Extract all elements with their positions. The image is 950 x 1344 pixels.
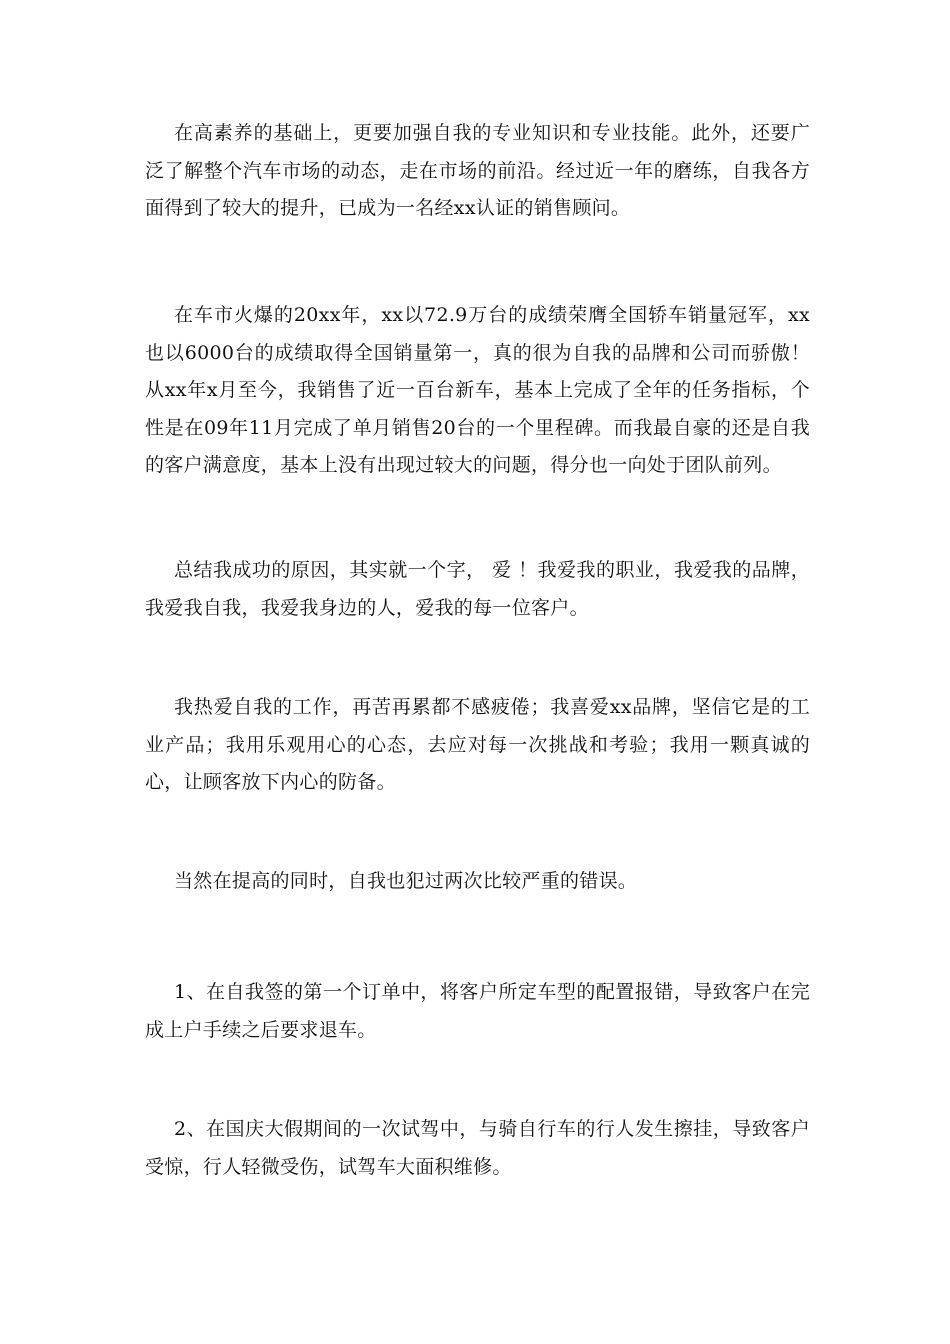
paragraph-professional-skills: 在高素养的基础上，更要加强自我的专业知识和专业技能。此外，还要广泛了解整个汽车市场的动态，走在市场的前沿。经过近一年的磨练，自我各方面得到了较大的提升，已成为一名经xx认证的销售顾问。 xyxy=(145,122,810,219)
paragraph-success-reason: 总结我成功的原因，其实就一个字， 爱 ！我爱我的职业，我爱我的品牌，我爱我自我，我爱我身边的人，爱我的每一位客户。 xyxy=(145,559,810,619)
paragraph-mistake-two: 2、在国庆大假期间的一次试驾中，与骑自行车的行人发生擦挂，导致客户受惊，行人轻微受伤，试驾车大面积维修。 xyxy=(145,1118,810,1178)
paragraph-sales-achievements: 在车市火爆的20xx年，xx以72.9万台的成绩荣膺全国轿车销量冠军，xx也以6000台的成绩取得全国销量第一，真的很为自我的品牌和公司而骄傲！从xx年x月至今，我销售了近一百台新车，基本上完成了全年的任务指标，个性是在09年11月完成了单月销售20台的一个里程碑。而我最自豪的还是自我的客户满意度，基本上没有出现过较大的问题，得分也一向处于团队前列。 xyxy=(145,304,810,476)
paragraph-mistakes-intro: 当然在提高的同时，自我也犯过两次比较严重的错误。 xyxy=(174,870,638,892)
paragraph-mistake-one: 1、在自我签的第一个订单中，将客户所定车型的配置报错，导致客户在完成上户手续之后要求退车。 xyxy=(145,981,810,1041)
paragraph-work-attitude: 我热爱自我的工作，再苦再累都不感疲倦；我喜爱xx品牌，坚信它是的工业产品；我用乐观用心的心态，去应对每一次挑战和考验；我用一颗真诚的心，让顾客放下内心的防备。 xyxy=(145,696,810,793)
